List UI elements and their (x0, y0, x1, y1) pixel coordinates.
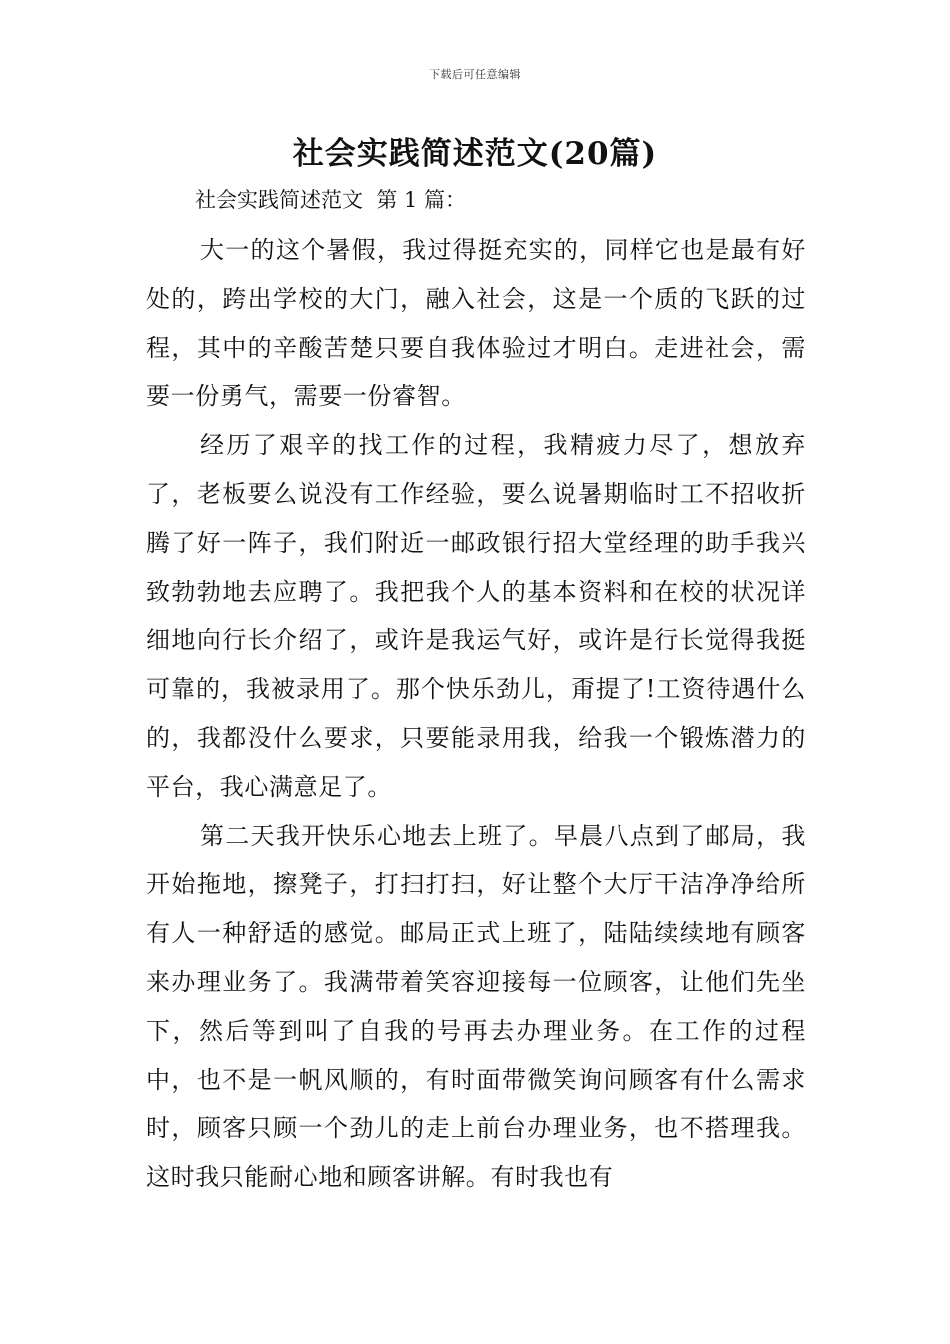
paragraph-3: 第二天我开快乐心地去上班了。早晨八点到了邮局，我开始拖地，擦凳子，打扫打扫，好让整个大厅干洁净净给所有人一种舒适的感觉。邮局正式上班了，陆陆续续地有顾客来办理业务了。我满带着笑容迎接每一位顾客，让他们先坐下，然后等到叫了自我的号再去办理业务。在工作的过程中，也不是一帆风顺的，有时面带微笑询问顾客有什么需求时，顾客只顾一个劲儿的走上前台办理业务，也不搭理我。这时我只能耐心地和顾客讲解。有时我也有 (146, 821, 806, 1192)
paragraph-2: 经历了艰辛的找工作的过程，我精疲力尽了，想放弃了，老板要么说没有工作经验，要么说暑期临时工不招收折腾了好一阵子，我们附近一邮政银行招大堂经理的助手我兴致勃勃地去应聘了。我把我个人的基本资料和在校的状况详细地向行长介绍了，或许是我运气好，或许是行长觉得我挺可靠的，我被录用了。那个快乐劲儿，甭提了!工资待遇什么的，我都没什么要求，只要能录用我，给我一个锻炼潜力的平台，我心满意足了。 (146, 431, 806, 801)
body-text (146, 226, 806, 1202)
document-title: 社会实践简述范文(20篇) (292, 136, 658, 172)
paragraph-1: 大一的这个暑假，我过得挺充实的，同样它也是最有好处的，跨出学校的大门，融入社会，这是一个质的飞跃的过程，其中的辛酸苦楚只要自我体验过才明白。走进社会，需要一份勇气，需要一份睿智。 (146, 236, 806, 411)
header-note: 下载后可任意编辑 (429, 68, 521, 81)
section-label: 社会实践简述范文 第 1 篇： (195, 188, 467, 212)
